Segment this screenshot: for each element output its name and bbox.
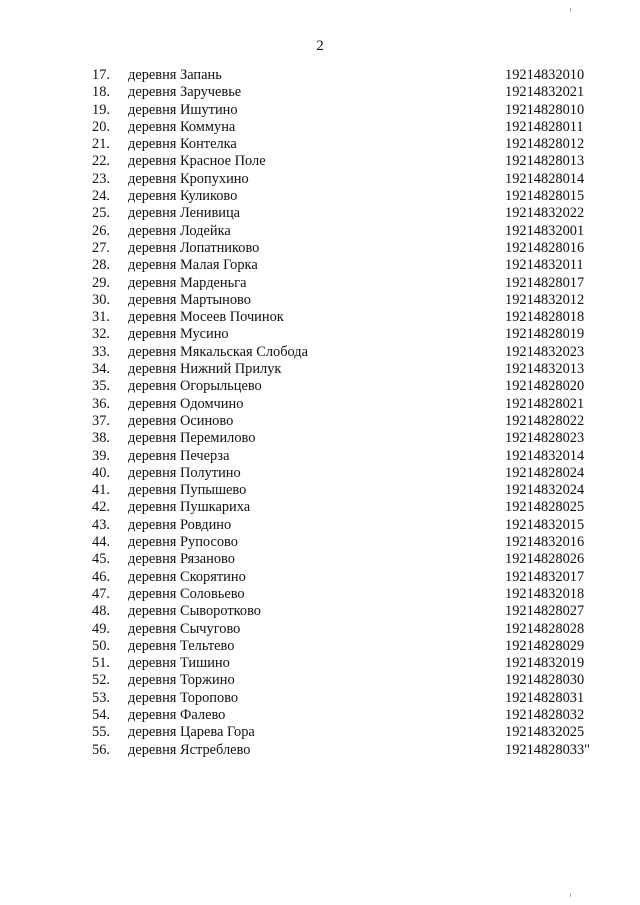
list-item (0, 171, 640, 188)
settlement-code: 19214828024 (505, 464, 585, 481)
settlement-name: деревня Ястреблево (128, 741, 251, 758)
settlement-name: деревня Полутино (128, 464, 241, 481)
settlement-code: 19214828012 (505, 136, 585, 153)
item-number: 28. (92, 257, 110, 274)
list-item (0, 205, 640, 222)
list-item (0, 275, 640, 292)
settlement-code: 19214828019 (505, 326, 585, 343)
list-item (0, 482, 640, 499)
settlement-code: 19214828026 (505, 551, 585, 568)
settlement-name: деревня Марденьга (128, 274, 247, 291)
page-number: 2 (316, 38, 324, 54)
scan-artifact-mark (570, 8, 571, 12)
list-item (0, 569, 640, 586)
item-number: 42. (92, 499, 110, 516)
list-item (0, 223, 640, 240)
list-item (0, 326, 640, 343)
list-item (0, 396, 640, 413)
settlement-code: 19214832014 (505, 447, 585, 464)
item-number: 33. (92, 343, 110, 360)
settlement-code: 19214828011 (505, 118, 584, 135)
settlement-name: деревня Царева Гора (128, 724, 255, 741)
list-item (0, 621, 640, 638)
settlement-name: деревня Скорятино (128, 568, 246, 585)
list-item (0, 292, 640, 309)
settlement-name: деревня Коммуна (128, 118, 236, 135)
settlement-code: 19214828032 (505, 706, 585, 723)
settlement-code: 19214832012 (505, 291, 585, 308)
settlement-name: деревня Красное Поле (128, 153, 266, 170)
list-item (0, 84, 640, 101)
settlement-name: деревня Лодейка (128, 222, 231, 239)
item-number: 45. (92, 551, 110, 568)
list-item (0, 742, 640, 759)
list-item (0, 465, 640, 482)
item-number: 17. (92, 67, 110, 83)
settlement-list (0, 67, 640, 759)
settlement-code: 19214832001 (505, 222, 585, 239)
settlement-name: деревня Одомчино (128, 395, 244, 412)
list-item (0, 655, 640, 672)
list-item (0, 413, 640, 430)
item-number: 51. (92, 655, 110, 672)
item-number: 18. (92, 84, 110, 101)
settlement-code: 19214828017 (505, 274, 585, 291)
list-item (0, 378, 640, 395)
settlement-name: деревня Тельтево (128, 637, 235, 654)
scan-artifact-mark (570, 893, 571, 897)
item-number: 43. (92, 516, 110, 533)
item-number: 39. (92, 447, 110, 464)
item-number: 36. (92, 395, 110, 412)
settlement-name: деревня Торжино (128, 672, 235, 689)
settlement-code: 19214828015 (505, 188, 585, 205)
list-item (0, 603, 640, 620)
settlement-code: 19214832022 (505, 205, 585, 222)
item-number: 53. (92, 689, 110, 706)
list-item (0, 499, 640, 516)
settlement-code: 19214828027 (505, 603, 585, 620)
item-number: 22. (92, 153, 110, 170)
settlement-code: 19214828023 (505, 430, 585, 447)
item-number: 21. (92, 136, 110, 153)
settlement-name: деревня Торопово (128, 689, 239, 706)
settlement-name: деревня Малая Горка (128, 257, 258, 274)
settlement-code: 19214828016 (505, 239, 585, 256)
item-number: 20. (92, 118, 110, 135)
item-number: 47. (92, 585, 110, 602)
settlement-code: 19214828033" (505, 741, 591, 758)
item-number: 38. (92, 430, 110, 447)
item-number: 29. (92, 274, 110, 291)
settlement-name: деревня Ленивица (128, 205, 241, 222)
settlement-name: деревня Лопатниково (128, 239, 260, 256)
list-item (0, 430, 640, 447)
settlement-name: деревня Запань (128, 67, 222, 83)
settlement-name: деревня Кропухино (128, 170, 249, 187)
item-number: 35. (92, 378, 110, 395)
settlement-code: 19214828014 (505, 170, 585, 187)
list-item (0, 586, 640, 603)
list-item (0, 690, 640, 707)
item-number: 26. (92, 222, 110, 239)
settlement-code: 19214828025 (505, 499, 585, 516)
settlement-code: 19214828030 (505, 672, 585, 689)
item-number: 31. (92, 309, 110, 326)
item-number: 56. (92, 741, 110, 758)
item-number: 48. (92, 603, 110, 620)
settlement-name: деревня Мусино (128, 326, 229, 343)
settlement-name: деревня Соловьево (128, 585, 245, 602)
item-number: 23. (92, 170, 110, 187)
list-item (0, 119, 640, 136)
item-number: 50. (92, 637, 110, 654)
settlement-name: деревня Сычугово (128, 620, 241, 637)
item-number: 55. (92, 724, 110, 741)
settlement-name: деревня Рупосово (128, 534, 238, 551)
item-number: 37. (92, 412, 110, 429)
item-number: 54. (92, 706, 110, 723)
settlement-code: 19214828021 (505, 395, 585, 412)
list-item (0, 344, 640, 361)
item-number: 19. (92, 101, 110, 118)
list-item (0, 102, 640, 119)
settlement-name: деревня Куликово (128, 188, 238, 205)
settlement-code: 19214832010 (505, 67, 585, 83)
list-item (0, 361, 640, 378)
settlement-name: деревня Контелка (128, 136, 237, 153)
settlement-name: деревня Ровдино (128, 516, 232, 533)
item-number: 25. (92, 205, 110, 222)
settlement-code: 19214832016 (505, 534, 585, 551)
list-item (0, 309, 640, 326)
settlement-name: деревня Нижний Прилук (128, 361, 282, 378)
list-item (0, 153, 640, 170)
settlement-code: 19214832011 (505, 257, 584, 274)
item-number: 34. (92, 361, 110, 378)
settlement-name: деревня Осиново (128, 412, 234, 429)
settlement-code: 19214828013 (505, 153, 585, 170)
settlement-name: деревня Фалево (128, 706, 226, 723)
item-number: 30. (92, 291, 110, 308)
list-item (0, 534, 640, 551)
list-item (0, 707, 640, 724)
settlement-name: деревня Перемилово (128, 430, 256, 447)
settlement-name: деревня Сыворотково (128, 603, 262, 620)
settlement-code: 19214828031 (505, 689, 585, 706)
settlement-code: 19214832019 (505, 655, 585, 672)
settlement-code: 19214832017 (505, 568, 585, 585)
item-number: 40. (92, 464, 110, 481)
item-number: 46. (92, 568, 110, 585)
list-item (0, 240, 640, 257)
settlement-name: деревня Печерза (128, 447, 230, 464)
settlement-name: деревня Пупышево (128, 482, 247, 499)
settlement-name: деревня Ишутино (128, 101, 238, 118)
list-item (0, 448, 640, 465)
settlement-code: 19214828029 (505, 637, 585, 654)
settlement-code: 19214828028 (505, 620, 585, 637)
settlement-name: деревня Огорыльцево (128, 378, 262, 395)
settlement-name: деревня Мартыново (128, 291, 251, 308)
list-item (0, 551, 640, 568)
list-item (0, 67, 640, 84)
list-item (0, 136, 640, 153)
settlement-name: деревня Рязаново (128, 551, 235, 568)
settlement-code: 19214828022 (505, 412, 585, 429)
settlement-name: деревня Пушкариха (128, 499, 251, 516)
settlement-code: 19214832013 (505, 361, 585, 378)
list-item (0, 257, 640, 274)
settlement-name: деревня Тишино (128, 655, 230, 672)
item-number: 41. (92, 482, 110, 499)
settlement-code: 19214828020 (505, 378, 585, 395)
item-number: 52. (92, 672, 110, 689)
list-item (0, 672, 640, 689)
settlement-name: деревня Мякальская Слобода (128, 343, 309, 360)
settlement-code: 19214828018 (505, 309, 585, 326)
item-number: 44. (92, 534, 110, 551)
list-item (0, 638, 640, 655)
settlement-code: 19214832018 (505, 585, 585, 602)
item-number: 27. (92, 239, 110, 256)
settlement-code: 19214832015 (505, 516, 585, 533)
settlement-name: деревня Заручевье (128, 84, 242, 101)
item-number: 24. (92, 188, 110, 205)
item-number: 32. (92, 326, 110, 343)
list-item (0, 517, 640, 534)
settlement-code: 19214828010 (505, 101, 585, 118)
settlement-name: деревня Мосеев Починок (128, 309, 284, 326)
settlement-code: 19214832024 (505, 482, 585, 499)
item-number: 49. (92, 620, 110, 637)
list-item (0, 724, 640, 741)
settlement-code: 19214832025 (505, 724, 585, 741)
list-item (0, 188, 640, 205)
settlement-code: 19214832023 (505, 343, 585, 360)
settlement-code: 19214832021 (505, 84, 585, 101)
